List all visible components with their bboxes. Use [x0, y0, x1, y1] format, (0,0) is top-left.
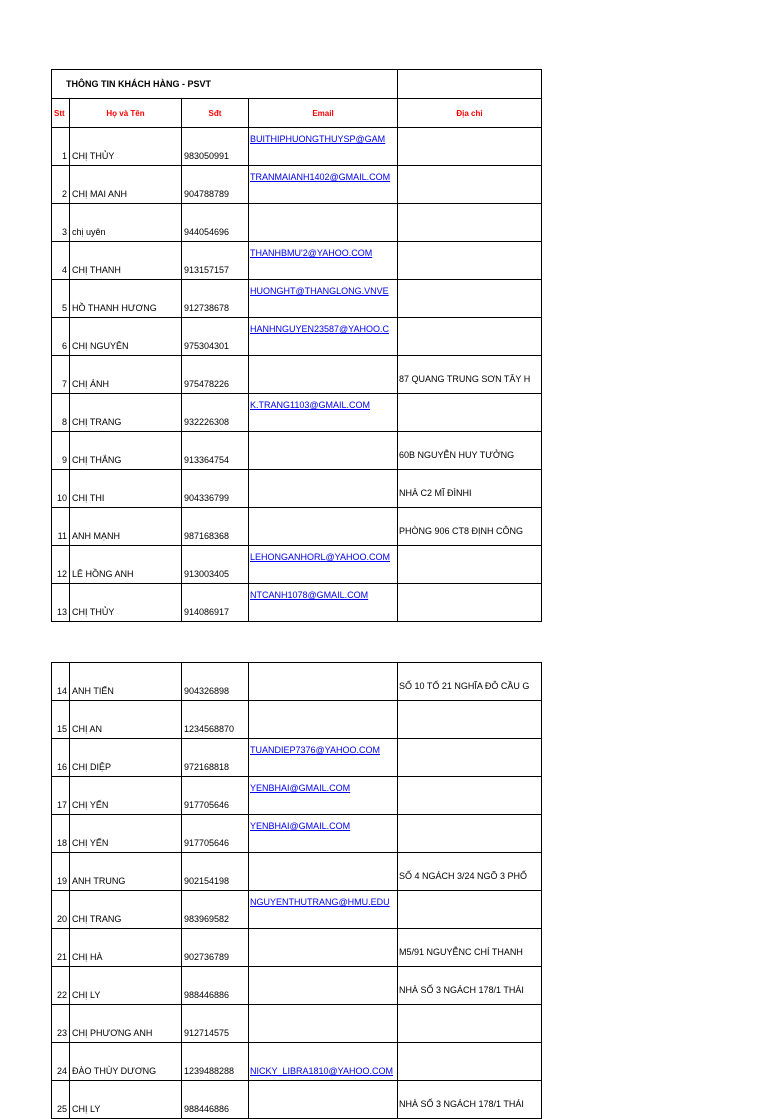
customer-table-1	[51, 69, 542, 622]
table-row	[52, 777, 542, 815]
cell-email[interactable]	[249, 128, 398, 166]
email-link[interactable]: BUITHIPHUONGTHUYSP@GAM	[250, 134, 386, 144]
table-row	[52, 891, 542, 929]
cell-phone[interactable]: 904326898	[182, 663, 249, 701]
cell-address[interactable]	[398, 891, 542, 929]
email-link[interactable]: YENBHAI@GMAIL.COM	[250, 821, 351, 831]
cell-email[interactable]	[249, 318, 398, 356]
cell-name[interactable]: ANH TIẾN	[70, 663, 182, 701]
cell-phone[interactable]: 913364754	[182, 432, 249, 470]
cell-stt[interactable]: 6	[52, 318, 70, 356]
cell-phone[interactable]: 983050991	[182, 128, 249, 166]
email-link[interactable]: HUONGHT@THANGLONG.VNVE	[250, 286, 389, 296]
cell-stt[interactable]: 8	[52, 394, 70, 432]
cell-name[interactable]: ANH MẠNH	[70, 508, 182, 546]
cell-name[interactable]: HỒ THANH HƯƠNG	[70, 280, 182, 318]
email-link[interactable]: NICKY_LIBRA1810@YAHOO.COM	[250, 1066, 394, 1076]
cell-name[interactable]: CHỊ THI	[70, 470, 182, 508]
table-row	[52, 1043, 542, 1081]
email-link[interactable]: TUANDIEP7376@YAHOO.COM	[250, 745, 380, 755]
cell-stt[interactable]: 24	[52, 1043, 70, 1081]
cell-phone[interactable]: 913003405	[182, 546, 249, 584]
cell-name[interactable]: CHỊ LY	[70, 967, 182, 1005]
cell-name[interactable]: CHỊ YẾN	[70, 777, 182, 815]
cell-email[interactable]	[249, 242, 398, 280]
cell-email[interactable]	[249, 584, 398, 622]
cell-email[interactable]	[249, 929, 398, 967]
table-row	[52, 128, 542, 166]
cell-stt[interactable]: 21	[52, 929, 70, 967]
cell-name[interactable]: LÊ HỒNG ANH	[70, 546, 182, 584]
cell-phone[interactable]: 987168368	[182, 508, 249, 546]
cell-address[interactable]	[398, 318, 542, 356]
email-link[interactable]: HANHNGUYEN23587@YAHOO.C	[250, 324, 390, 334]
cell-stt[interactable]: 13	[52, 584, 70, 622]
table-row	[52, 242, 542, 280]
email-link[interactable]: THANHBMU'2@YAHOO.COM	[250, 248, 373, 258]
cell-stt[interactable]: 20	[52, 891, 70, 929]
cell-stt[interactable]: 25	[52, 1081, 70, 1119]
cell-address[interactable]	[398, 777, 542, 815]
cell-phone[interactable]: 944054696	[182, 204, 249, 242]
cell-phone[interactable]: 988446886	[182, 967, 249, 1005]
cell-email[interactable]	[249, 777, 398, 815]
cell-email[interactable]	[249, 1043, 398, 1081]
cell-phone[interactable]: 912714575	[182, 1005, 249, 1043]
cell-stt[interactable]: 17	[52, 777, 70, 815]
cell-address[interactable]	[398, 1043, 542, 1081]
cell-name[interactable]: ĐÀO THÙY DƯƠNG	[70, 1043, 182, 1081]
cell-name[interactable]: CHỊ YẾN	[70, 815, 182, 853]
cell-email[interactable]	[249, 701, 398, 739]
email-link[interactable]: NGUYENTHUTRANG@HMU.EDU	[250, 897, 390, 907]
cell-address[interactable]	[398, 166, 542, 204]
table-row	[52, 967, 542, 1005]
sheet-title: THÔNG TIN KHÁCH HÀNG - PSVT	[52, 70, 398, 99]
table-row	[52, 701, 542, 739]
cell-stt[interactable]: 19	[52, 853, 70, 891]
cell-name[interactable]: chị uyên	[70, 204, 182, 242]
cell-name[interactable]: CHỊ LY	[70, 1081, 182, 1119]
cell-name[interactable]: CHỊ PHƯƠNG ANH	[70, 1005, 182, 1043]
table-row	[52, 663, 542, 701]
cell-stt[interactable]: 5	[52, 280, 70, 318]
cell-email[interactable]	[249, 508, 398, 546]
cell-phone[interactable]: 988446886	[182, 1081, 249, 1119]
cell-stt[interactable]: 12	[52, 546, 70, 584]
cell-phone[interactable]: 1234568870	[182, 701, 249, 739]
cell-name[interactable]: CHỊ NGUYÊN	[70, 318, 182, 356]
header-stt: Stt	[52, 99, 70, 128]
cell-stt[interactable]: 15	[52, 701, 70, 739]
cell-address[interactable]	[398, 204, 542, 242]
title-row	[52, 70, 542, 99]
cell-address[interactable]	[398, 394, 542, 432]
cell-phone[interactable]: 914086917	[182, 584, 249, 622]
header-name: Họ và Tên	[70, 99, 182, 128]
cell-stt[interactable]: 3	[52, 204, 70, 242]
table-row	[52, 929, 542, 967]
cell-phone[interactable]: 902736789	[182, 929, 249, 967]
header-email: Email	[249, 99, 398, 128]
cell-address[interactable]: M5/91 NGUYỄNC CHÍ THANH	[398, 929, 542, 967]
cell-email[interactable]	[249, 853, 398, 891]
cell-name[interactable]: CHỊ ÁNH	[70, 356, 182, 394]
header-row	[52, 99, 542, 128]
email-link[interactable]: TRANMAIANH1402@GMAIL.COM	[250, 172, 391, 182]
cell-name[interactable]: CHỊ AN	[70, 701, 182, 739]
cell-phone[interactable]: 912738678	[182, 280, 249, 318]
email-link[interactable]: LEHONGANHORL@YAHOO.COM	[250, 552, 390, 562]
cell-email[interactable]	[249, 739, 398, 777]
cell-stt[interactable]: 10	[52, 470, 70, 508]
table-row	[52, 432, 542, 470]
cell-phone[interactable]: 917705646	[182, 777, 249, 815]
cell-stt[interactable]: 4	[52, 242, 70, 280]
table-row	[52, 318, 542, 356]
header-phone: Sđt	[182, 99, 249, 128]
table-row	[52, 584, 542, 622]
cell-stt[interactable]: 11	[52, 508, 70, 546]
email-link[interactable]: YENBHAI@GMAIL.COM	[250, 783, 351, 793]
cell-address[interactable]: SỐ 10 TỔ 21 NGHĨA ĐÔ CẦU G	[398, 663, 542, 701]
cell-address[interactable]: NHÀ C2 MĨ ĐÌNHI	[398, 470, 542, 508]
cell-stt[interactable]: 16	[52, 739, 70, 777]
cell-stt[interactable]: 14	[52, 663, 70, 701]
table-row	[52, 508, 542, 546]
table-row	[52, 166, 542, 204]
cell-name[interactable]: CHỊ THANH	[70, 242, 182, 280]
cell-email[interactable]	[249, 546, 398, 584]
cell-name[interactable]: CHỊ THỦY	[70, 584, 182, 622]
cell-phone[interactable]: 1239488288	[182, 1043, 249, 1081]
cell-email[interactable]	[249, 815, 398, 853]
email-link[interactable]: NTCANH1078@GMAIL.COM	[250, 590, 369, 600]
cell-stt[interactable]: 1	[52, 128, 70, 166]
table-row	[52, 280, 542, 318]
table-row	[52, 356, 542, 394]
cell-phone[interactable]: 904336799	[182, 470, 249, 508]
table-row	[52, 739, 542, 777]
table-row	[52, 815, 542, 853]
cell-stt[interactable]: 22	[52, 967, 70, 1005]
cell-stt[interactable]: 7	[52, 356, 70, 394]
cell-phone[interactable]: 975304301	[182, 318, 249, 356]
cell-email[interactable]	[249, 891, 398, 929]
cell-email[interactable]	[249, 663, 398, 701]
cell-email[interactable]	[249, 470, 398, 508]
customer-table-2	[51, 662, 542, 1119]
cell-name[interactable]: CHỊ TRANG	[70, 394, 182, 432]
cell-email[interactable]	[249, 166, 398, 204]
table-row	[52, 853, 542, 891]
cell-email[interactable]	[249, 1081, 398, 1119]
cell-stt[interactable]: 9	[52, 432, 70, 470]
cell-stt[interactable]: 18	[52, 815, 70, 853]
cell-email[interactable]	[249, 356, 398, 394]
cell-address[interactable]: NHÀ SỐ 3 NGÁCH 178/1 THÁI	[398, 1081, 542, 1119]
cell-address[interactable]	[398, 280, 542, 318]
cell-phone[interactable]: 932226308	[182, 394, 249, 432]
cell-name[interactable]: CHỊ THẮNG	[70, 432, 182, 470]
cell-email[interactable]	[249, 204, 398, 242]
cell-address[interactable]	[398, 128, 542, 166]
cell-stt[interactable]: 23	[52, 1005, 70, 1043]
cell-address[interactable]	[398, 701, 542, 739]
cell-phone[interactable]: 917705646	[182, 815, 249, 853]
cell-name[interactable]: CHỊ HÀ	[70, 929, 182, 967]
empty-cell[interactable]	[398, 70, 542, 99]
cell-phone[interactable]: 902154198	[182, 853, 249, 891]
cell-name[interactable]: ANH TRUNG	[70, 853, 182, 891]
cell-phone[interactable]: 913157157	[182, 242, 249, 280]
cell-phone[interactable]: 975478226	[182, 356, 249, 394]
cell-address[interactable]: 60B NGUYỄN HUY TƯỞNG	[398, 432, 542, 470]
cell-email[interactable]	[249, 967, 398, 1005]
table-row	[52, 204, 542, 242]
cell-address[interactable]	[398, 546, 542, 584]
header-address: Địa chỉ	[398, 99, 542, 128]
cell-name[interactable]: CHỊ DIỆP	[70, 739, 182, 777]
cell-email[interactable]	[249, 280, 398, 318]
cell-address[interactable]: SỐ 4 NGÁCH 3/24 NGÕ 3 PHỐ	[398, 853, 542, 891]
cell-name[interactable]: CHỊ TRANG	[70, 891, 182, 929]
cell-address[interactable]: PHÒNG 906 CT8 ĐỊNH CÔNG	[398, 508, 542, 546]
cell-email[interactable]	[249, 432, 398, 470]
cell-address[interactable]	[398, 739, 542, 777]
cell-address[interactable]: 87 QUANG TRUNG SƠN TÂY H	[398, 356, 542, 394]
table-row	[52, 394, 542, 432]
table-row	[52, 1081, 542, 1119]
cell-stt[interactable]: 2	[52, 166, 70, 204]
cell-name[interactable]: CHỊ MAI ANH	[70, 166, 182, 204]
cell-phone[interactable]: 904788789	[182, 166, 249, 204]
cell-address[interactable]: NHÀ SỐ 3 NGÁCH 178/1 THÁI	[398, 967, 542, 1005]
cell-phone[interactable]: 983969582	[182, 891, 249, 929]
cell-address[interactable]	[398, 584, 542, 622]
cell-phone[interactable]: 972168818	[182, 739, 249, 777]
cell-email[interactable]	[249, 394, 398, 432]
cell-address[interactable]	[398, 815, 542, 853]
table-row	[52, 546, 542, 584]
table-row	[52, 470, 542, 508]
email-link[interactable]: K.TRANG1103@GMAIL.COM	[250, 400, 370, 410]
cell-name[interactable]: CHỊ THỦY	[70, 128, 182, 166]
cell-address[interactable]	[398, 242, 542, 280]
